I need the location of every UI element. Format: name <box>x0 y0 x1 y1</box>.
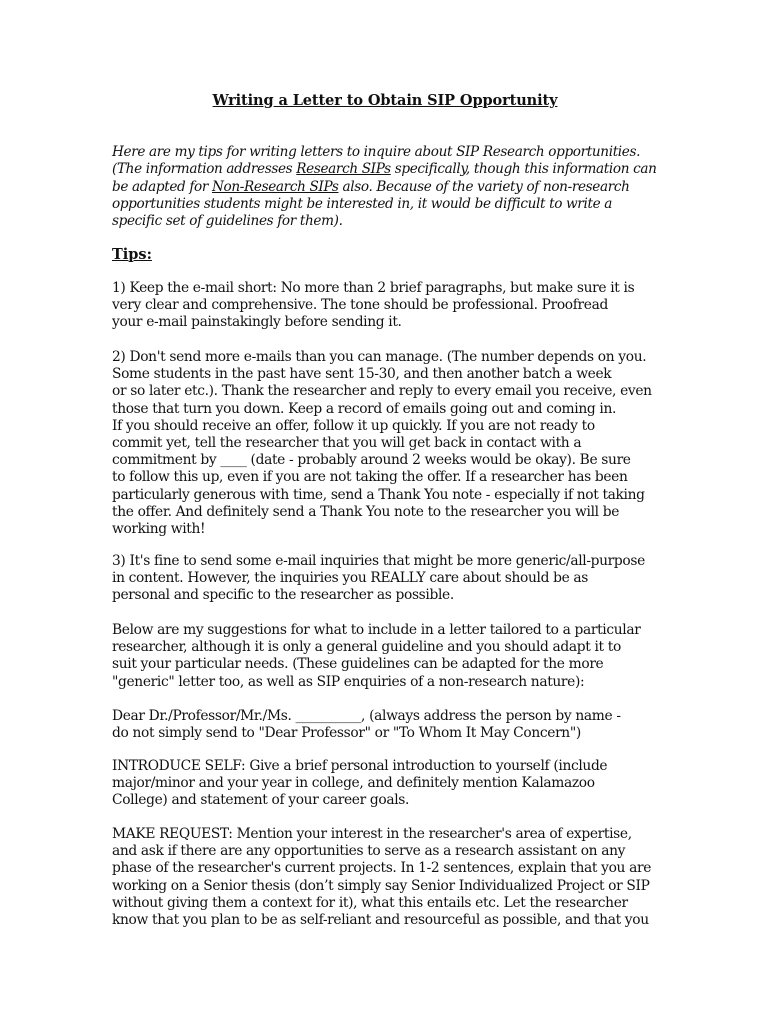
make-request-paragraph <box>112 826 672 929</box>
text-line: 2) Don't send more e-mails than you can manage. (The number depends on you. <box>112 349 647 365</box>
text-line: Some students in the past have sent 15-30, and then another batch a week <box>112 366 612 383</box>
text-line: suit your particular needs. (These guidelines can be adapted for the more <box>112 656 604 673</box>
text-line: 3) It's fine to send some e-mail inquiries that might be more generic/all-purpose <box>112 553 645 569</box>
text-line: to follow this up, even if you are not taking the offer. If a researcher has been <box>112 469 628 486</box>
text-line: personal and specific to the researcher as possible. <box>112 587 454 604</box>
introduce-self-paragraph <box>112 758 672 810</box>
text-line: those that turn you down. Keep a record of emails going out and coming in. <box>112 400 617 417</box>
intro-paragraph <box>112 144 660 230</box>
text-line: working with! <box>112 521 206 538</box>
text-line: and ask if there are any opportunities to serve as a research assistant on any <box>112 843 626 860</box>
intro-text-3: also. Because of the variety of non-research opportunities students might be interested in, it would be difficult to write a specific set of guidelines for them). <box>112 178 630 230</box>
tip-3-paragraph <box>112 553 672 605</box>
text-line: major/minor and your year in college, and definitely mention Kalamazoo <box>112 775 595 792</box>
text-line: INTRODUCE SELF: Give a brief personal introduction to yourself (include <box>112 758 608 774</box>
text-line: do not simply send to "Dear Professor" or "To Whom It May Concern") <box>112 725 581 742</box>
text-line: Dear Dr./Professor/Mr./Ms. __________, (always address the person by name - <box>112 708 621 724</box>
document-title: Writing a Letter to Obtain SIP Opportunity <box>212 92 558 109</box>
intro-text-2: specifically, though this information can be adapted for <box>112 161 657 195</box>
text-line: commit yet, tell the researcher that you will get back in contact with a <box>112 435 582 452</box>
text-line: "generic" letter too, as well as SIP enquiries of a non-research nature): <box>112 673 585 690</box>
text-line: particularly generous with time, send a Thank You note - especially if not taking <box>112 486 645 503</box>
tips-heading: Tips: <box>112 246 152 263</box>
text-line: without giving them a context for it), what this entails etc. Let the researcher <box>112 894 628 911</box>
text-line: 1) Keep the e-mail short: No more than 2 brief paragraphs, but make sure it is <box>112 280 635 296</box>
text-line: very clear and comprehensive. The tone should be professional. Proofread <box>112 297 608 314</box>
tip-2-paragraph <box>112 349 672 538</box>
text-line: phase of the researcher's current projects. In 1-2 sentences, explain that you are <box>112 860 652 877</box>
tip-1-paragraph <box>112 280 672 332</box>
text-line: know that you plan to be as self-reliant and resourceful as possible, and that you <box>112 912 649 929</box>
text-line: the offer. And definitely send a Thank You note to the researcher you will be <box>112 503 620 520</box>
salutation-paragraph <box>112 708 672 742</box>
text-line: or so later etc.). Thank the researcher and reply to every email you receive, even <box>112 383 652 400</box>
text-line: researcher, although it is only a general guideline and you should adapt it to <box>112 639 621 656</box>
text-line: If you should receive an offer, follow it up quickly. If you are not ready to <box>112 417 595 434</box>
text-line: Below are my suggestions for what to include in a letter tailored to a particular <box>112 622 641 638</box>
text-line: commitment by ____ (date - probably around 2 weeks would be okay). Be sure <box>112 452 631 469</box>
text-line: MAKE REQUEST: Mention your interest in the researcher's area of expertise, <box>112 826 632 842</box>
research-sips-term: Research SIPs <box>296 161 391 178</box>
intro-text-1: Here are my tips for writing letters to inquire about SIP Research opportunities. (The information addresses <box>112 144 641 178</box>
text-line: working on a Senior thesis (don’t simply say Senior Individualized Project or SIP <box>112 877 650 894</box>
text-line: College) and statement of your career goals. <box>112 792 410 809</box>
non-research-sips-term: Non-Research SIPs <box>212 178 339 195</box>
text-line: in content. However, the inquiries you REALLY care about should be as <box>112 570 589 587</box>
suggestions-paragraph <box>112 622 672 691</box>
text-line: your e-mail painstakingly before sending it. <box>112 314 402 331</box>
